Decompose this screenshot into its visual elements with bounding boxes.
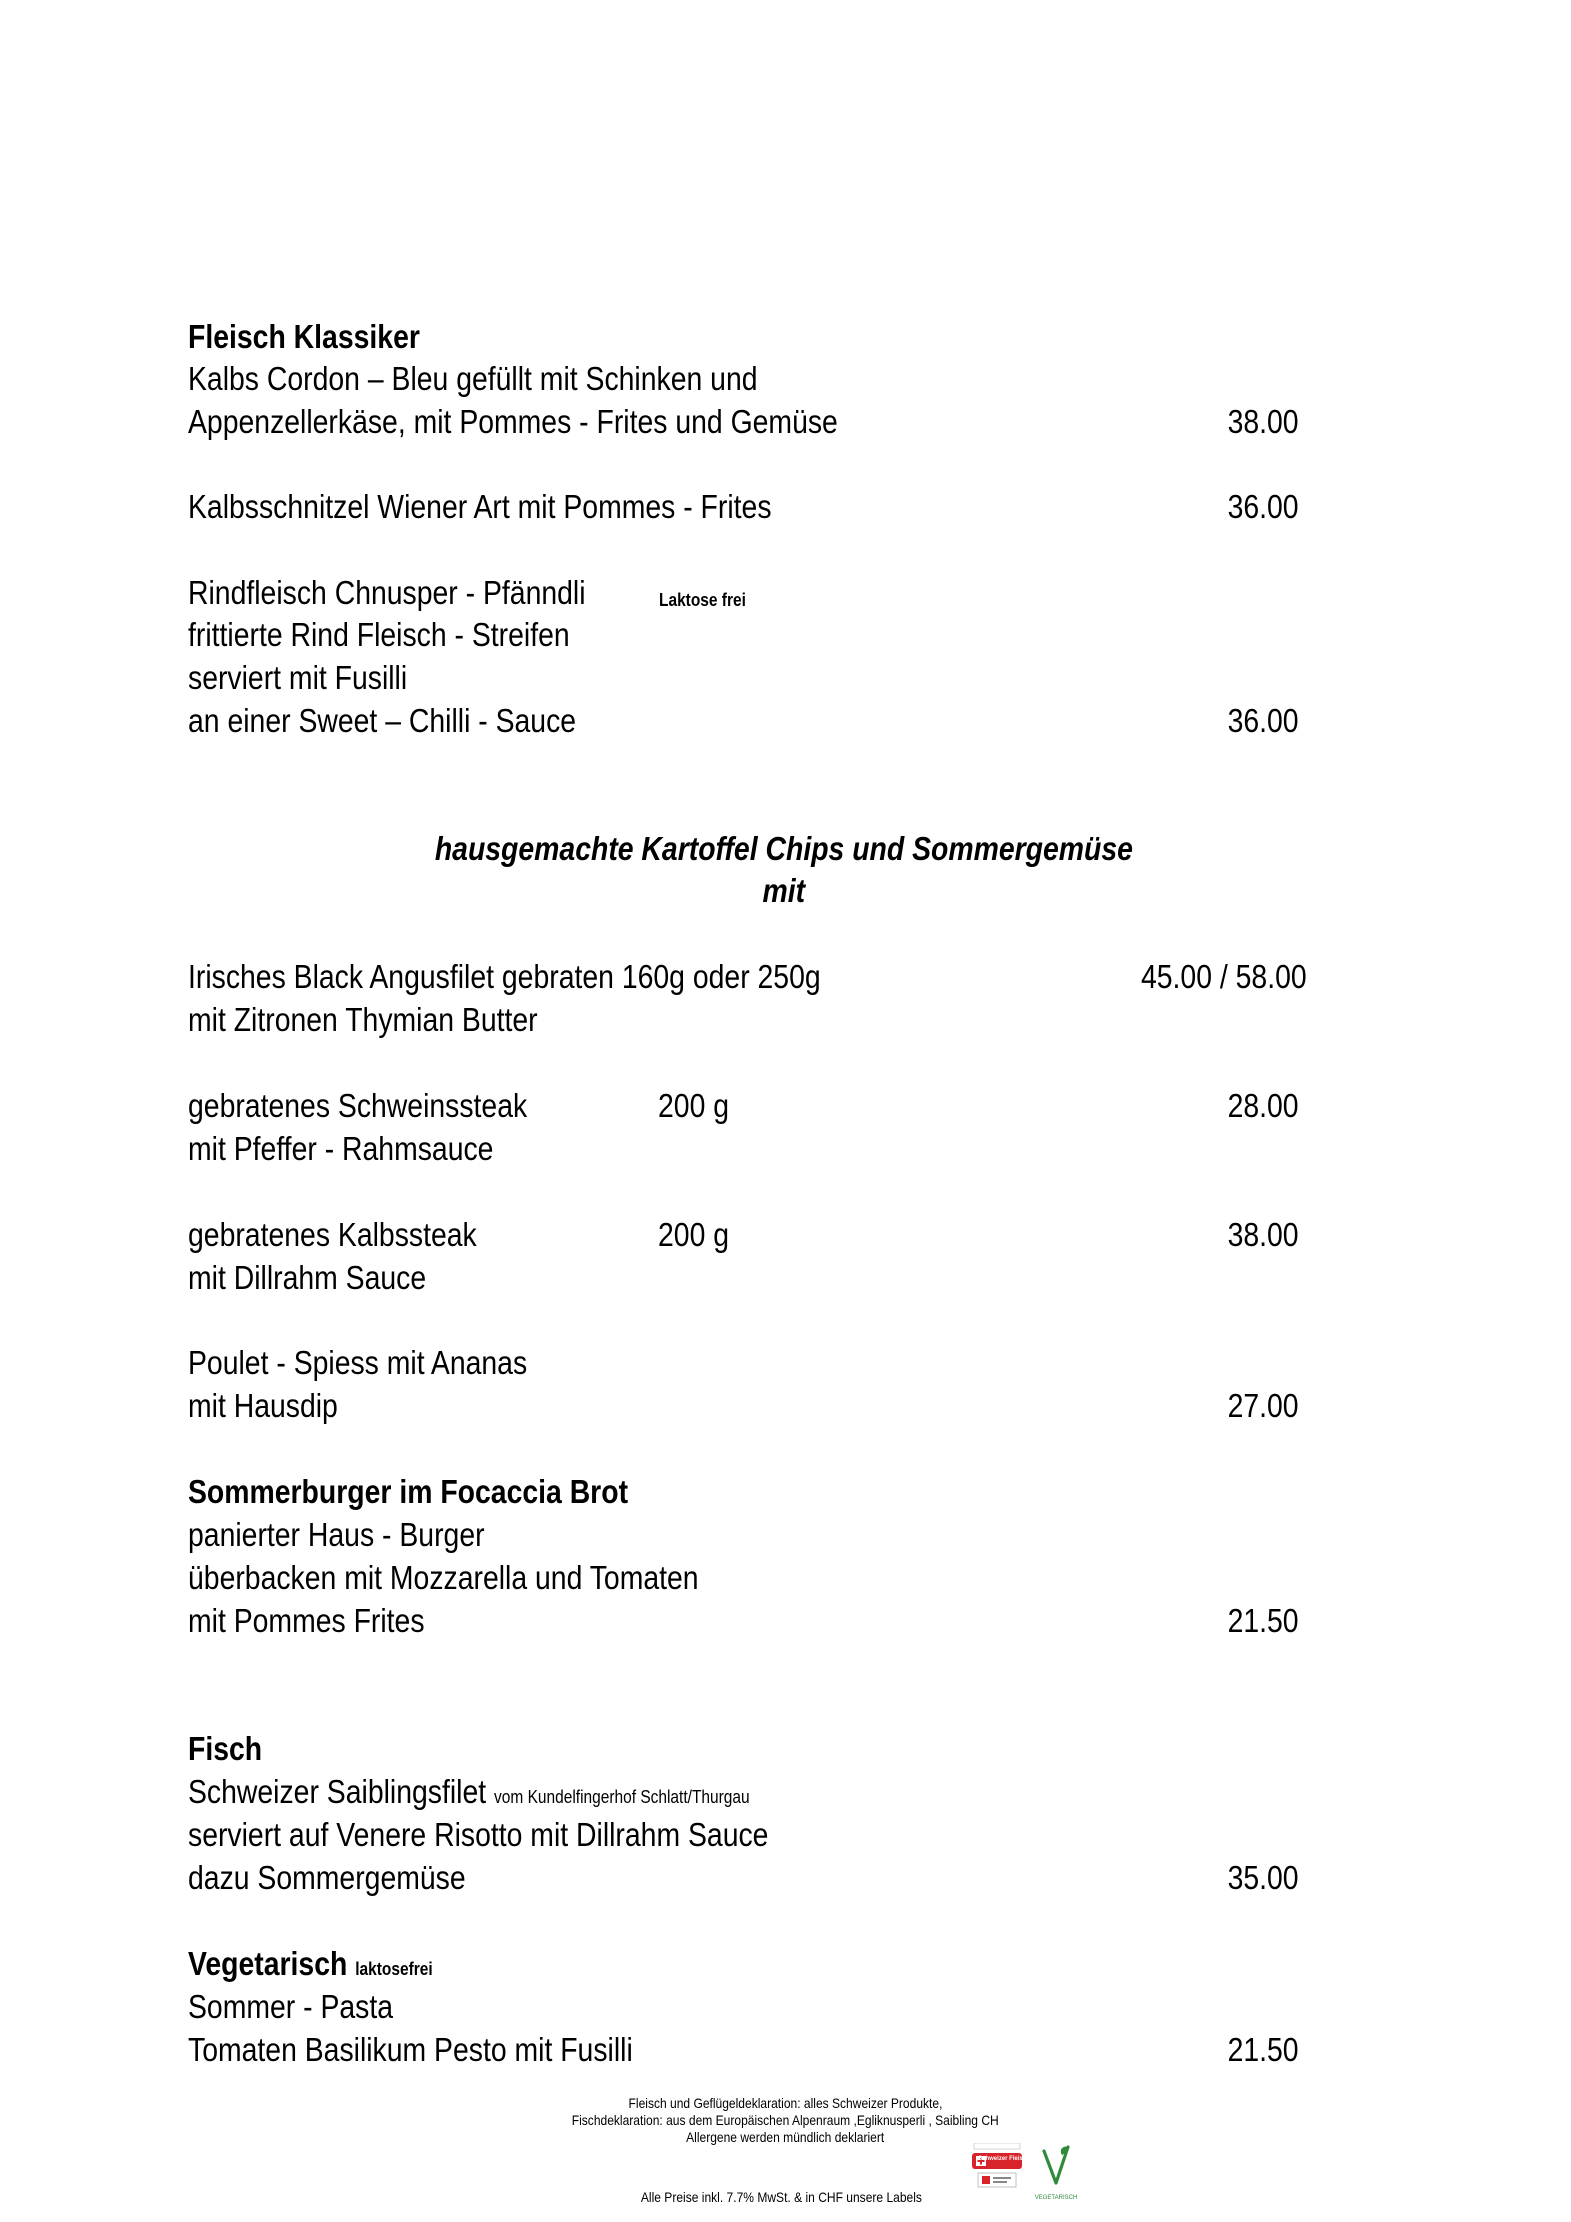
- footer-line1: Fleisch und Geflügeldeklaration: alles Schweizer Produkte,: [628, 2095, 943, 2111]
- dish-angus-line2: mit Zitronen Thymian Butter: [188, 1001, 538, 1038]
- swiss-meat-label-logo: [968, 2143, 1026, 2203]
- dish-veal-weight: 200 g: [658, 1216, 730, 1253]
- dish-fish-price: 35.00: [1227, 1859, 1299, 1896]
- dish-chnusper-line2: frittierte Rind Fleisch - Streifen: [188, 616, 570, 653]
- dish-fish-line2: serviert auf Venere Risotto mit Dillrahm Sauce: [188, 1816, 769, 1853]
- dish-veg-line1: Sommer - Pasta: [188, 1988, 394, 2025]
- dish-pork-price: 28.00: [1227, 1087, 1299, 1124]
- dish-pork-weight: 200 g: [658, 1087, 730, 1124]
- footer-line3: Allergene werden mündlich deklariert: [686, 2129, 885, 2145]
- sides-heading-line1: hausgemachte Kartoffel Chips und Sommergemüse: [434, 830, 1133, 867]
- dish-angus-line1: Irisches Black Angusfilet gebraten 160g oder 250g: [188, 958, 821, 995]
- dish-fish-line3: dazu Sommergemüse: [188, 1859, 466, 1896]
- footer-line2: Fischdeklaration: aus dem Europäischen Alpenraum ,Egliknusperli , Saibling CH: [572, 2112, 999, 2128]
- section-heading-meat: Fleisch Klassiker: [188, 318, 420, 355]
- swiss-meat-label-text: Schweizer Fleisch: [978, 2156, 1026, 2162]
- dish-burger-line1: panierter Haus - Burger: [188, 1516, 485, 1553]
- dish-fish-line1: Schweizer Saiblingsfilet vom Kundelfingerhof Schlatt/Thurgau: [188, 1773, 750, 1810]
- dish-veg-line2: Tomaten Basilikum Pesto mit Fusilli: [188, 2031, 633, 2068]
- dish-schnitzel-price: 36.00: [1227, 488, 1299, 525]
- dish-cordon-line2: Appenzellerkäse, mit Pommes - Frites und Gemüse: [188, 403, 838, 440]
- dish-chnusper-line3: serviert mit Fusilli: [188, 659, 408, 696]
- dish-angus-price: 45.00 / 58.00: [1141, 958, 1307, 995]
- dish-cordon-price: 38.00: [1227, 403, 1299, 440]
- dish-chicken-line2: mit Hausdip: [188, 1387, 338, 1424]
- dish-chicken-line1: Poulet - Spiess mit Ananas: [188, 1344, 528, 1381]
- dish-chnusper-line4: an einer Sweet – Chilli - Sauce: [188, 702, 577, 739]
- vegetarian-label-logo: [1034, 2139, 1078, 2205]
- dish-veal-line2: mit Dillrahm Sauce: [188, 1259, 427, 1296]
- dish-schnitzel-line1: Kalbsschnitzel Wiener Art mit Pommes - Frites: [188, 488, 772, 525]
- dish-veal-price: 38.00: [1227, 1216, 1299, 1253]
- dish-chnusper-price: 36.00: [1227, 702, 1299, 739]
- dish-chnusper-line1: Rindfleisch Chnusper - Pfänndli: [188, 574, 586, 611]
- vegetarian-label-text: VEGETARISCH: [1034, 2195, 1078, 2201]
- section-heading-veg: Vegetarisch laktosefrei: [188, 1945, 433, 1982]
- dish-cordon-line1: Kalbs Cordon – Bleu gefüllt mit Schinken und: [188, 360, 758, 397]
- dish-burger-price: 21.50: [1227, 1602, 1299, 1639]
- veg-note: laktosefrei: [355, 1959, 433, 1979]
- dish-fish-origin: vom Kundelfingerhof Schlatt/Thurgau: [494, 1787, 750, 1807]
- dish-veal-line1: gebratenes Kalbssteak: [188, 1216, 477, 1253]
- dish-burger-title: Sommerburger im Focaccia Brot: [188, 1473, 629, 1510]
- dish-pork-line2: mit Pfeffer - Rahmsauce: [188, 1130, 494, 1167]
- section-heading-fish: Fisch: [188, 1730, 263, 1767]
- dish-burger-line2: überbacken mit Mozzarella und Tomaten: [188, 1559, 699, 1596]
- dish-veg-price: 21.50: [1227, 2031, 1299, 2068]
- sides-heading-line2: mit: [762, 872, 805, 909]
- dish-pork-line1: gebratenes Schweinssteak: [188, 1087, 528, 1124]
- dish-chicken-price: 27.00: [1227, 1387, 1299, 1424]
- footer-line4: Alle Preise inkl. 7.7% MwSt. & in CHF unsere Labels: [640, 2189, 923, 2205]
- dish-chnusper-note: Laktose frei: [659, 590, 746, 610]
- dish-burger-line3: mit Pommes Frites: [188, 1602, 425, 1639]
